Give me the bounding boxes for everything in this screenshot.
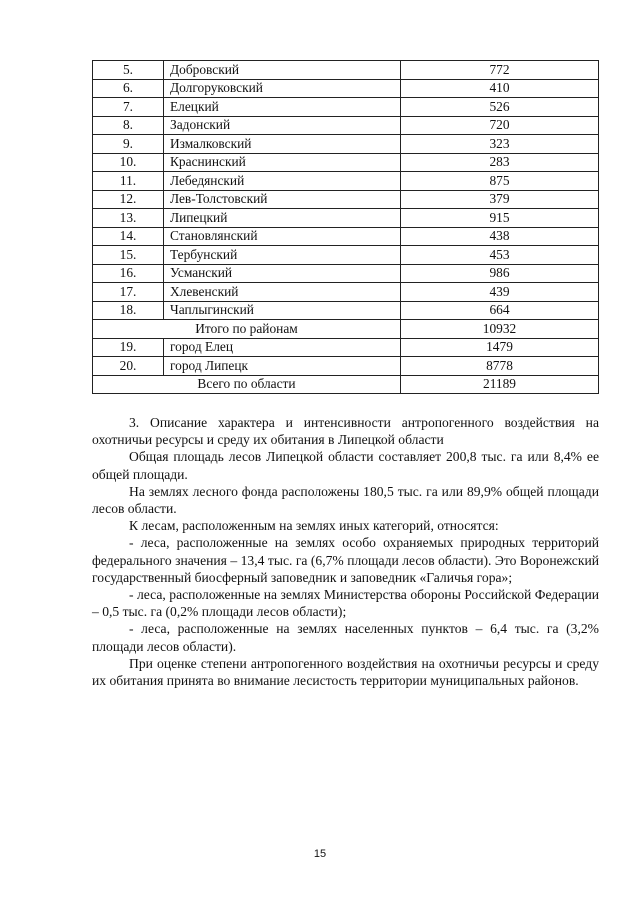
paragraph: К лесам, расположенным на землях иных категорий, относятся: (129, 518, 499, 534)
district-name: Краснинский (164, 153, 401, 172)
table-row (93, 227, 599, 246)
district-name: Добровский (164, 61, 401, 80)
row-number: 19. (93, 338, 164, 357)
page-number: 15 (313, 848, 327, 860)
district-value: 664 (401, 301, 599, 320)
district-value: 379 (401, 190, 599, 209)
table-row (93, 190, 599, 209)
row-number: 8. (93, 116, 164, 135)
subtotal-label: Итого по районам (93, 320, 401, 339)
table-row (93, 264, 599, 283)
list-item: - леса, расположенные на землях населенных пунктов – 6,4 тыс. га (3,2% площади лесов области). (92, 621, 599, 654)
district-value: 526 (401, 98, 599, 117)
district-table-body (93, 61, 599, 394)
district-table (92, 60, 599, 394)
row-number: 18. (93, 301, 164, 320)
district-value: 772 (401, 61, 599, 80)
district-name: Елецкий (164, 98, 401, 117)
district-value: 438 (401, 227, 599, 246)
row-number: 17. (93, 283, 164, 302)
table-row (93, 172, 599, 191)
table-row (93, 357, 599, 376)
row-number: 15. (93, 246, 164, 265)
table-row (93, 116, 599, 135)
district-name: Хлевенский (164, 283, 401, 302)
row-number: 11. (93, 172, 164, 191)
row-number: 20. (93, 357, 164, 376)
city-name: город Елец (164, 338, 401, 357)
table-row (93, 79, 599, 98)
district-value: 875 (401, 172, 599, 191)
row-number: 9. (93, 135, 164, 154)
district-name: Чаплыгинский (164, 301, 401, 320)
table-row (93, 98, 599, 117)
row-number: 10. (93, 153, 164, 172)
table-row (93, 338, 599, 357)
paragraph: При оценке степени антропогенного воздействия на охотничьи ресурсы и среду их обитания принята во внимание лесистость территории муниципальных районов. (92, 655, 599, 689)
district-name: Измалковский (164, 135, 401, 154)
district-name: Долгоруковский (164, 79, 401, 98)
row-number: 6. (93, 79, 164, 98)
district-value: 323 (401, 135, 599, 154)
row-number: 14. (93, 227, 164, 246)
district-name: Лев-Толстовский (164, 190, 401, 209)
table-row (93, 61, 599, 80)
table-row (93, 209, 599, 228)
section-heading: 3. Описание характера и интенсивности антропогенного воздействия на охотничьи ресурсы и среду их обитания в Липецкой области (92, 415, 599, 448)
table-row (93, 246, 599, 265)
total-row (93, 375, 599, 394)
district-name: Лебедянский (164, 172, 401, 191)
table-row (93, 135, 599, 154)
city-value: 1479 (401, 338, 599, 357)
district-value: 915 (401, 209, 599, 228)
district-name: Тербунский (164, 246, 401, 265)
body-text (92, 414, 599, 689)
total-value: 21189 (401, 375, 599, 394)
district-value: 439 (401, 283, 599, 302)
district-name: Становлянский (164, 227, 401, 246)
row-number: 13. (93, 209, 164, 228)
table-row (93, 283, 599, 302)
district-value: 986 (401, 264, 599, 283)
district-value: 720 (401, 116, 599, 135)
row-number: 5. (93, 61, 164, 80)
list-item: - леса, расположенные на землях особо охраняемых природных территорий федерального значения – 13,4 тыс. га (6,7% площади лесов области). Это Воронежский государственный биосферный заповедник и заповедник «Галичья гора»; (92, 535, 599, 585)
district-value: 453 (401, 246, 599, 265)
row-number: 7. (93, 98, 164, 117)
city-name: город Липецк (164, 357, 401, 376)
table-row (93, 301, 599, 320)
district-value: 410 (401, 79, 599, 98)
subtotal-value: 10932 (401, 320, 599, 339)
list-item: - леса, расположенные на землях Министерства обороны Российской Федерации – 0,5 тыс. га (0,2% площади лесов области); (92, 587, 599, 620)
table-row (93, 153, 599, 172)
row-number: 16. (93, 264, 164, 283)
total-label: Всего по области (93, 375, 401, 394)
paragraph: Общая площадь лесов Липецкой области составляет 200,8 тыс. га или 8,4% ее общей площади. (92, 449, 599, 482)
row-number: 12. (93, 190, 164, 209)
district-name: Задонский (164, 116, 401, 135)
paragraph: На землях лесного фонда расположены 180,5 тыс. га или 89,9% общей площади лесов области. (92, 483, 599, 517)
district-value: 283 (401, 153, 599, 172)
district-name: Усманский (164, 264, 401, 283)
district-name: Липецкий (164, 209, 401, 228)
subtotal-row (93, 320, 599, 339)
city-value: 8778 (401, 357, 599, 376)
